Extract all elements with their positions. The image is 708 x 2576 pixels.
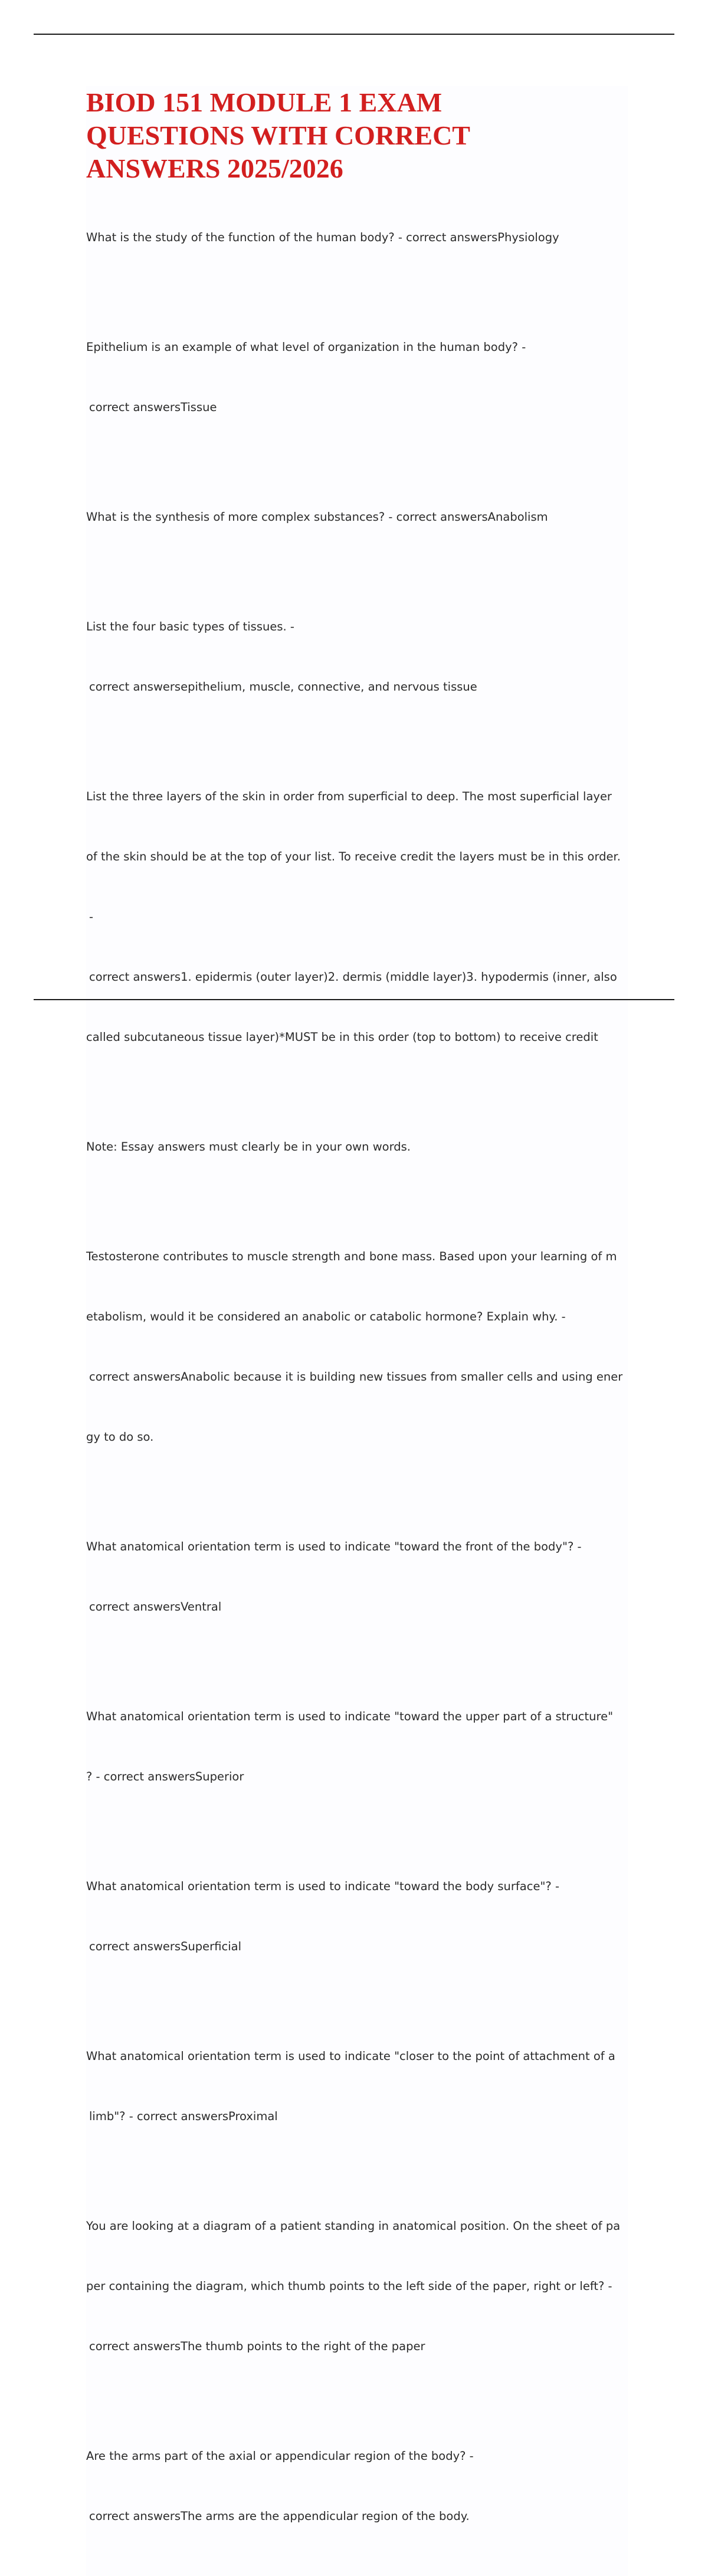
qa-block [86,467,628,567]
text-line: Note: Essay answers must clearly be in your own words. [86,1140,411,1154]
text-line: correct answers1. epidermis (outer layer)2. dermis (middle layer)3. hypodermis (inner, also [89,970,617,984]
text-line: You are looking at a diagram of a patient standing in anatomical position. On the sheet of pa [86,2219,621,2233]
text-line: correct answersepithelium, muscle, connective, and nervous tissue [89,680,477,694]
text-line: Are the arms part of the axial or appendicular region of the body? - [86,2449,474,2463]
text-line: What is the synthesis of more complex substances? - correct answersAnabolism [86,510,548,524]
text-line: correct answersVentral [89,1600,222,1614]
title-line: ANSWERS 2025/2026 [86,153,343,183]
text-line: correct answersTissue [89,400,217,414]
qa-block [86,1097,628,1197]
text-line: per containing the diagram, which thumb points to the left side of the paper, right or left? - [86,2279,612,2293]
title-line: BIOD 151 MODULE 1 EXAM [86,87,442,117]
text-line: correct answersThe thumb points to the right of the paper [89,2340,425,2353]
text-line: What anatomical orientation term is used to indicate "toward the body surface"? - [86,1880,560,1893]
qa-block [86,1497,628,1657]
qa-block [86,747,628,1087]
document-body [86,86,628,2576]
text-line: limb"? - correct answersProximal [89,2110,278,2123]
qa-block [86,297,628,458]
text-line: List the three layers of the skin in order from superficial to deep. The most superficial layer [86,790,612,803]
qa-block [86,188,628,288]
qa-block [86,2006,628,2167]
document-title [86,86,628,185]
text-line: of the skin should be at the top of your list. To receive credit the layers must be in this order. [86,850,621,863]
text-line: What anatomical orientation term is used to indicate "closer to the point of attachment of a [86,2049,615,2063]
qa-block [86,1667,628,1827]
text-line: Epithelium is an example of what level of organization in the human body? - [86,340,526,354]
text-line: What is the study of the function of the human body? - correct answersPhysiology [86,231,559,244]
text-line: etabolism, would it be considered an anabolic or catabolic hormone? Explain why. - [86,1310,566,1323]
qa-block [86,1836,628,1997]
qa-block [86,1207,628,1487]
title-line: QUESTIONS WITH CORRECT [86,120,470,150]
text-line: called subcutaneous tissue layer)*MUST be in this order (top to bottom) to receive credit [86,1030,598,1044]
text-line: List the four basic types of tissues. - [86,620,294,633]
text-line: correct answersSuperficial [89,1940,241,1953]
text-line: correct answersThe arms are the appendicular region of the body. [89,2509,470,2523]
text-line: What anatomical orientation term is used to indicate "toward the upper part of a structure" [86,1710,614,1723]
text-line: correct answersAnabolic because it is building new tissues from smaller cells and using ener [89,1370,623,1384]
text-line: gy to do so. [86,1430,154,1444]
qa-block [86,2176,628,2397]
qa-block [86,577,628,737]
text-line: - [89,910,94,924]
text-line: ? - correct answersSuperior [86,1770,244,1783]
text-line: What anatomical orientation term is used to indicate "toward the front of the body"? - [86,1540,582,1553]
text-line: Testosterone contributes to muscle strength and bone mass. Based upon your learning of m [86,1250,617,1263]
qa-block [86,2406,628,2567]
bottom-rule [34,999,674,1000]
top-rule [34,34,674,35]
